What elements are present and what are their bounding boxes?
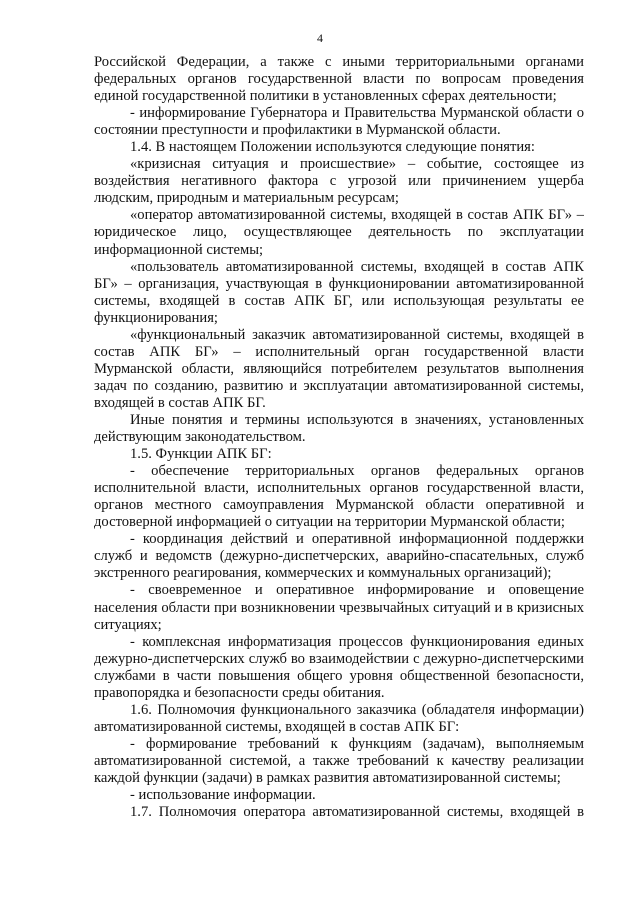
text-line: органов местного самоуправления Мурманской области оперативной и <box>94 497 584 514</box>
text-line: правопорядка и безопасности среды обитания. <box>94 684 385 701</box>
text-line: юридическое лицо, осуществляющее деятельность по эксплуатации <box>94 224 584 241</box>
text-line: дежурно-диспетчерских служб во взаимодействии с дежурно-диспетчерскими <box>94 650 584 667</box>
text-line: входящей в состав АПК БГ. <box>94 394 266 411</box>
text-line: - обеспечение территориальных органов федеральных органов <box>130 463 584 480</box>
text-line: системы, входящей в состав АПК БГ, или использующая результаты ее <box>94 292 584 309</box>
text-line: Российской Федерации, а также с иными территориальными органами <box>94 54 584 70</box>
text-line: каждой функции (задачи) в рамках развития автоматизированной системы; <box>94 769 561 786</box>
text-line: служб и ведомств (дежурно-диспетчерских, аварийно-спасательных, служб <box>94 548 584 565</box>
text-line: БГ» – организация, участвующая в функционировании автоматизированной <box>94 275 584 292</box>
text-line: службами в части повышения общего уровня общественной безопасности, <box>94 667 584 684</box>
text-line: исполнительной власти, исполнительных органов государственной власти, <box>94 480 584 497</box>
text-line: федеральных органов государственной власти по вопросам проведения <box>94 71 584 88</box>
text-line: состоянии преступности и профилактики в Мурманской области. <box>94 122 501 139</box>
text-line: достоверной информацией о ситуации на территории Мурманской области; <box>94 514 565 531</box>
text-line: экстренного реагирования, коммерческих и коммунальных организаций); <box>94 565 552 582</box>
text-line: «оператор автоматизированной системы, входящей в состав АПК БГ» – <box>130 207 584 224</box>
text-line: людским, природным и материальным ресурсам; <box>94 190 399 207</box>
text-line: 1.5. Функции АПК БГ: <box>130 446 272 463</box>
text-line: 1.6. Полномочия функционального заказчика (обладателя информации) <box>130 701 584 718</box>
text-line: «пользователь автоматизированной системы, входящей в состав АПК <box>130 258 584 275</box>
text-line: Мурманской области, являющийся потребителем результатов выполнения <box>94 360 584 377</box>
text-line: - своевременное и оперативное информирование и оповещение <box>130 582 584 599</box>
text-line: действующим законодательством. <box>94 429 306 446</box>
text-line: 1.7. Полномочия оператора автоматизированной системы, входящей в <box>130 804 584 821</box>
text-line: - использование информации. <box>130 787 316 804</box>
text-line: - информирование Губернатора и Правительства Мурманской области о <box>130 105 584 122</box>
text-line: автоматизированной системы, входящей в состав АПК БГ: <box>94 718 460 735</box>
text-line: воздействия негативного фактора с угрозой или причинением ущерба <box>94 173 584 190</box>
text-line: ситуациях; <box>94 616 162 633</box>
text-line: функционирования; <box>94 309 218 326</box>
text-line: «кризисная ситуация и происшествие» – событие, состоящее из <box>130 156 584 173</box>
text-line: задач по созданию, развитию и эксплуатации автоматизированной системы, <box>94 377 584 394</box>
text-line: «функциональный заказчик автоматизированной системы, входящей в <box>130 326 584 343</box>
page-number: 4 <box>317 31 323 45</box>
text-line: - комплексная информатизация процессов функционирования единых <box>130 633 584 650</box>
text-line: состав АПК БГ» – исполнительный орган государственной власти <box>94 343 584 360</box>
text-line: автоматизированной системой, а также требований к качеству реализации <box>94 752 584 769</box>
text-line: единой государственной политики в установленных сферах деятельности; <box>94 88 557 105</box>
text-line: Иные понятия и термины используются в значениях, установленных <box>130 411 584 428</box>
text-line: - координация действий и оперативной информационной поддержки <box>130 531 584 548</box>
document-body <box>94 54 584 821</box>
text-line: населения области при возникновении чрезвычайных ситуаций и в кризисных <box>94 599 584 616</box>
text-line: - формирование требований к функциям (задачам), выполняемым <box>130 735 584 752</box>
text-line: информационной системы; <box>94 241 264 258</box>
text-line: 1.4. В настоящем Положении используются следующие понятия: <box>130 139 535 156</box>
